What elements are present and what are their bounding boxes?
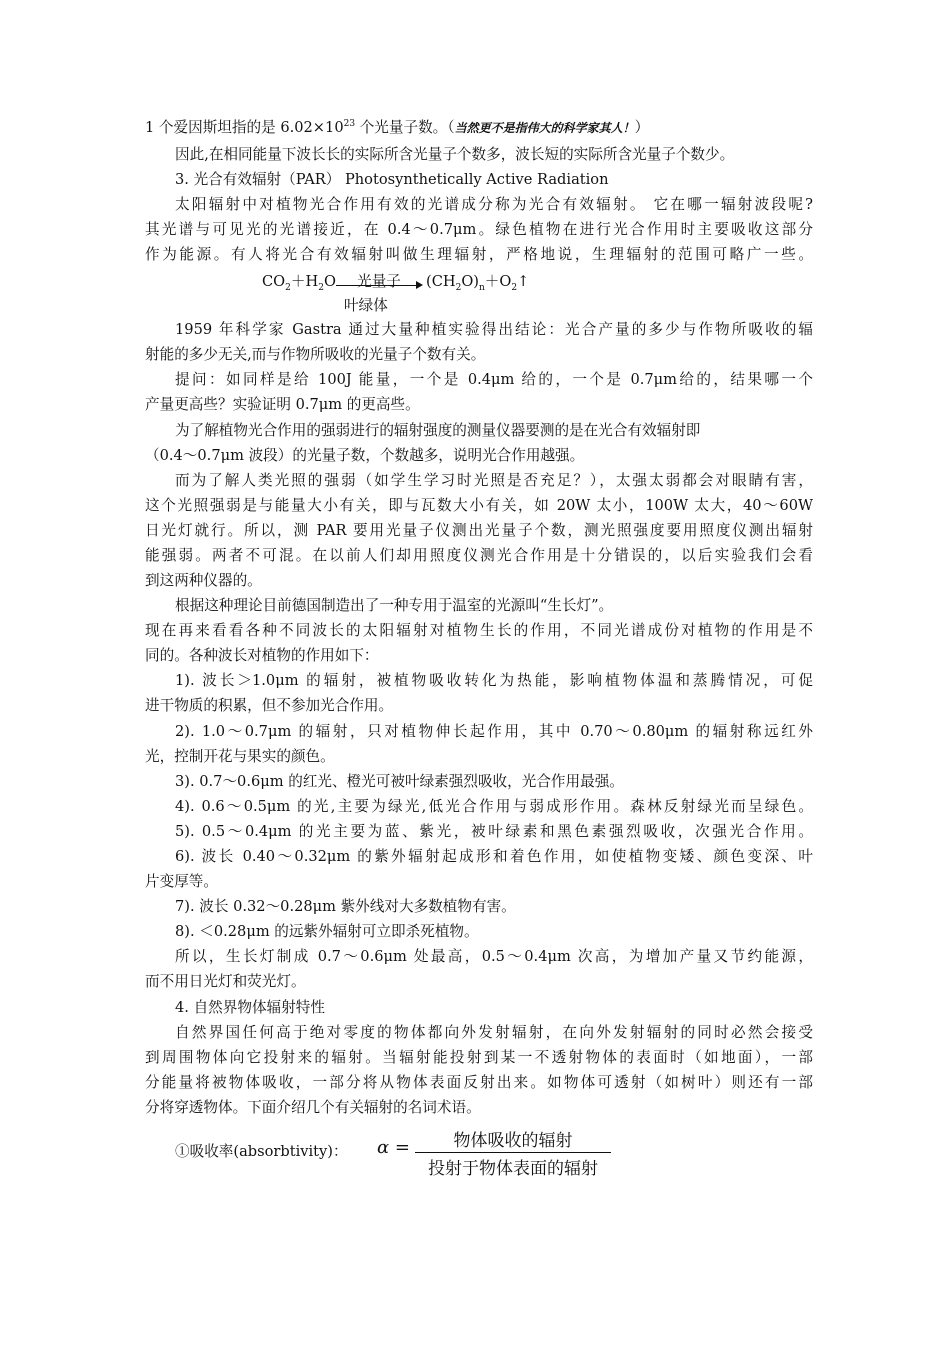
list-item: 7). 波长 0.32～0.28μm 紫外线对大多数植物有害。 [175, 898, 516, 915]
paragraph-line: 能强弱。两者不可混。在以前人们却用照度仪测光合作用是十分错误的，以后实验我们会看 [145, 547, 813, 564]
formula-label: ①吸收率(absorbtivity)： [175, 1143, 348, 1160]
list-item: 3). 0.7～0.6μm 的红光、橙光可被叶绿素强烈吸收，光合作用最强。 [175, 773, 624, 790]
paragraph-line: 分能量将被物体吸收，一部分将从物体表面反射出来。如物体可透射（如树叶）则还有一部 [145, 1074, 813, 1091]
list-item: 4). 0.6～0.5μm 的光,主要为绿光,低光合作用与弱成形作用。森林反射绿光而呈绿色。 [175, 798, 813, 815]
formula-denominator: 投射于物体表面的辐射 [428, 1159, 598, 1179]
reaction-arrow [336, 270, 422, 291]
paragraph-line: 自然界国任何高于绝对零度的物体都向外发射辐射，在向外发射辐射的同时必然会接受 [175, 1024, 813, 1041]
list-item-continuation: 进干物质的积累，但不参加光合作用。 [145, 697, 394, 714]
arrow-line [336, 285, 420, 286]
superscript-exponent: 23 [343, 119, 356, 130]
list-item-continuation: 片变厚等。 [145, 873, 218, 890]
paragraph-line: 而为了解人类光照的强弱（如学生学习时光照是否充足？），太强太弱都会对眼睛有害， [175, 472, 813, 489]
paragraph-line: 到这两种仪器的。 [145, 572, 262, 589]
paragraph-line: 日光灯就行。所以，测 PAR 要用光量子仪测出光量子个数，测光照强度要用照度仪测出辐射 [145, 522, 813, 539]
paragraph-line: 所以，生长灯制成 0.7～0.6μm 处最高，0.5～0.4μm 次高，为增加产量又节约能源， [175, 948, 813, 965]
paragraph-line: 射能的多少无关,而与作物所吸收的光量子个数有关。 [145, 346, 486, 363]
text-segment: 个光量子数。（ [355, 119, 455, 136]
list-item: 8). ＜0.28μm 的远紫外辐射可立即杀死植物。 [175, 923, 479, 940]
paragraph-line: 根据这种理论目前德国制造出了一种专用于温室的光源叫“生长灯”。 [175, 597, 614, 614]
text-segment: ） [634, 119, 650, 136]
handwritten-style-note: 当然更不是指伟大的科学家其人！ [454, 121, 635, 135]
line-einstein-definition [145, 118, 813, 138]
absorptivity-formula [145, 1126, 813, 1178]
list-item: 1). 波长＞1.0μm 的辐射，被植物吸收转化为热能，影响植物体温和蒸腾情况，可促 [175, 672, 813, 689]
paragraph-line: 而不用日光灯和荧光灯。 [145, 973, 306, 990]
paragraph-line: 太阳辐射中对植物光合作用有效的光谱成分称为光合有效辐射。 它在哪一辐射波段呢? [175, 196, 813, 213]
paragraph-line: 其光谱与可见光的光谱接近，在 0.4～0.7μm。绿色植物在进行光合作用时主要吸收这部分 [145, 221, 813, 238]
formula-numerator: 物体吸收的辐射 [453, 1131, 573, 1151]
paragraph-line: 作为能源。有人将光合有效辐射叫做生理辐射，严格地说，生理辐射的范围可略广一些。 [145, 246, 813, 263]
arrow-label-below: 叶绿体 [344, 297, 388, 314]
list-item-continuation: 光，控制开花与果实的颜色。 [145, 748, 335, 765]
formula-symbol: α = [377, 1137, 410, 1158]
photosynthesis-equation [262, 270, 662, 314]
section-heading-radiation: 4. 自然界物体辐射特性 [175, 999, 325, 1016]
text-segment: 1 个爱因斯坦指的是 6.02×10 [145, 119, 344, 136]
list-item: 6). 波长 0.40～0.32μm 的紫外辐射起成形和着色作用，如使植物变矮、颜色变深、叶 [175, 848, 813, 865]
arrow-label-above: 光量子 [357, 273, 401, 290]
list-item: 2). 1.0～0.7μm 的辐射，只对植物伸长起作用，其中 0.70～0.80μm 的辐射称远红外 [175, 723, 813, 740]
paragraph-line: 产量更高些？实验证明 0.7μm 的更高些。 [145, 396, 420, 413]
paragraph-line: 现在再来看看各种不同波长的太阳辐射对植物生长的作用，不同光谱成份对植物的作用是不 [145, 622, 813, 639]
paragraph-line: 1959 年科学家 Gastra 通过大量种植实验得出结论：光合产量的多少与作物所吸收的辐 [175, 321, 813, 338]
equation-reactants: $CO_2+H_2O$ [262, 273, 336, 293]
section-heading-par: 3. 光合有效辐射（PAR） Photosynthetically Active Radiation [175, 171, 609, 188]
paragraph-line: 因此,在相同能量下波长长的实际所含光量子个数多，波长短的实际所含光量子个数少。 [175, 146, 735, 163]
paragraph-line: 分将穿透物体。下面介绍几个有关辐射的名词术语。 [145, 1099, 481, 1116]
paragraph-line: （0.4～0.7μm 波段）的光量子数，个数越多，说明光合作用越强。 [145, 447, 585, 464]
equation-products: $(CH_2O)_n+O_2↑$ [426, 273, 530, 293]
fraction-bar [415, 1152, 611, 1153]
paragraph-line: 到周围物体向它投射来的辐射。当辐射能投射到某一不透射物体的表面时（如地面），一部 [145, 1049, 813, 1066]
paragraph-line: 同的。各种波长对植物的作用如下： [145, 647, 379, 664]
list-item: 5). 0.5～0.4μm 的光主要为蓝、紫光，被叶绿素和黑色素强烈吸收，次强光合作用。 [175, 823, 813, 840]
arrow-head-icon [416, 281, 423, 289]
paragraph-line: 提问：如同样是给 100J 能量，一个是 0.4μm 给的，一个是 0.7μm给的，结果哪一个 [175, 371, 813, 388]
paragraph-line: 为了解植物光合作用的强弱进行的辐射强度的测量仪器要测的是在光合有效辐射即 [175, 422, 701, 439]
paragraph-line: 这个光照强弱是与能量大小有关，即与瓦数大小有关，如 20W 太小，100W 太大，40～60W [145, 497, 813, 514]
